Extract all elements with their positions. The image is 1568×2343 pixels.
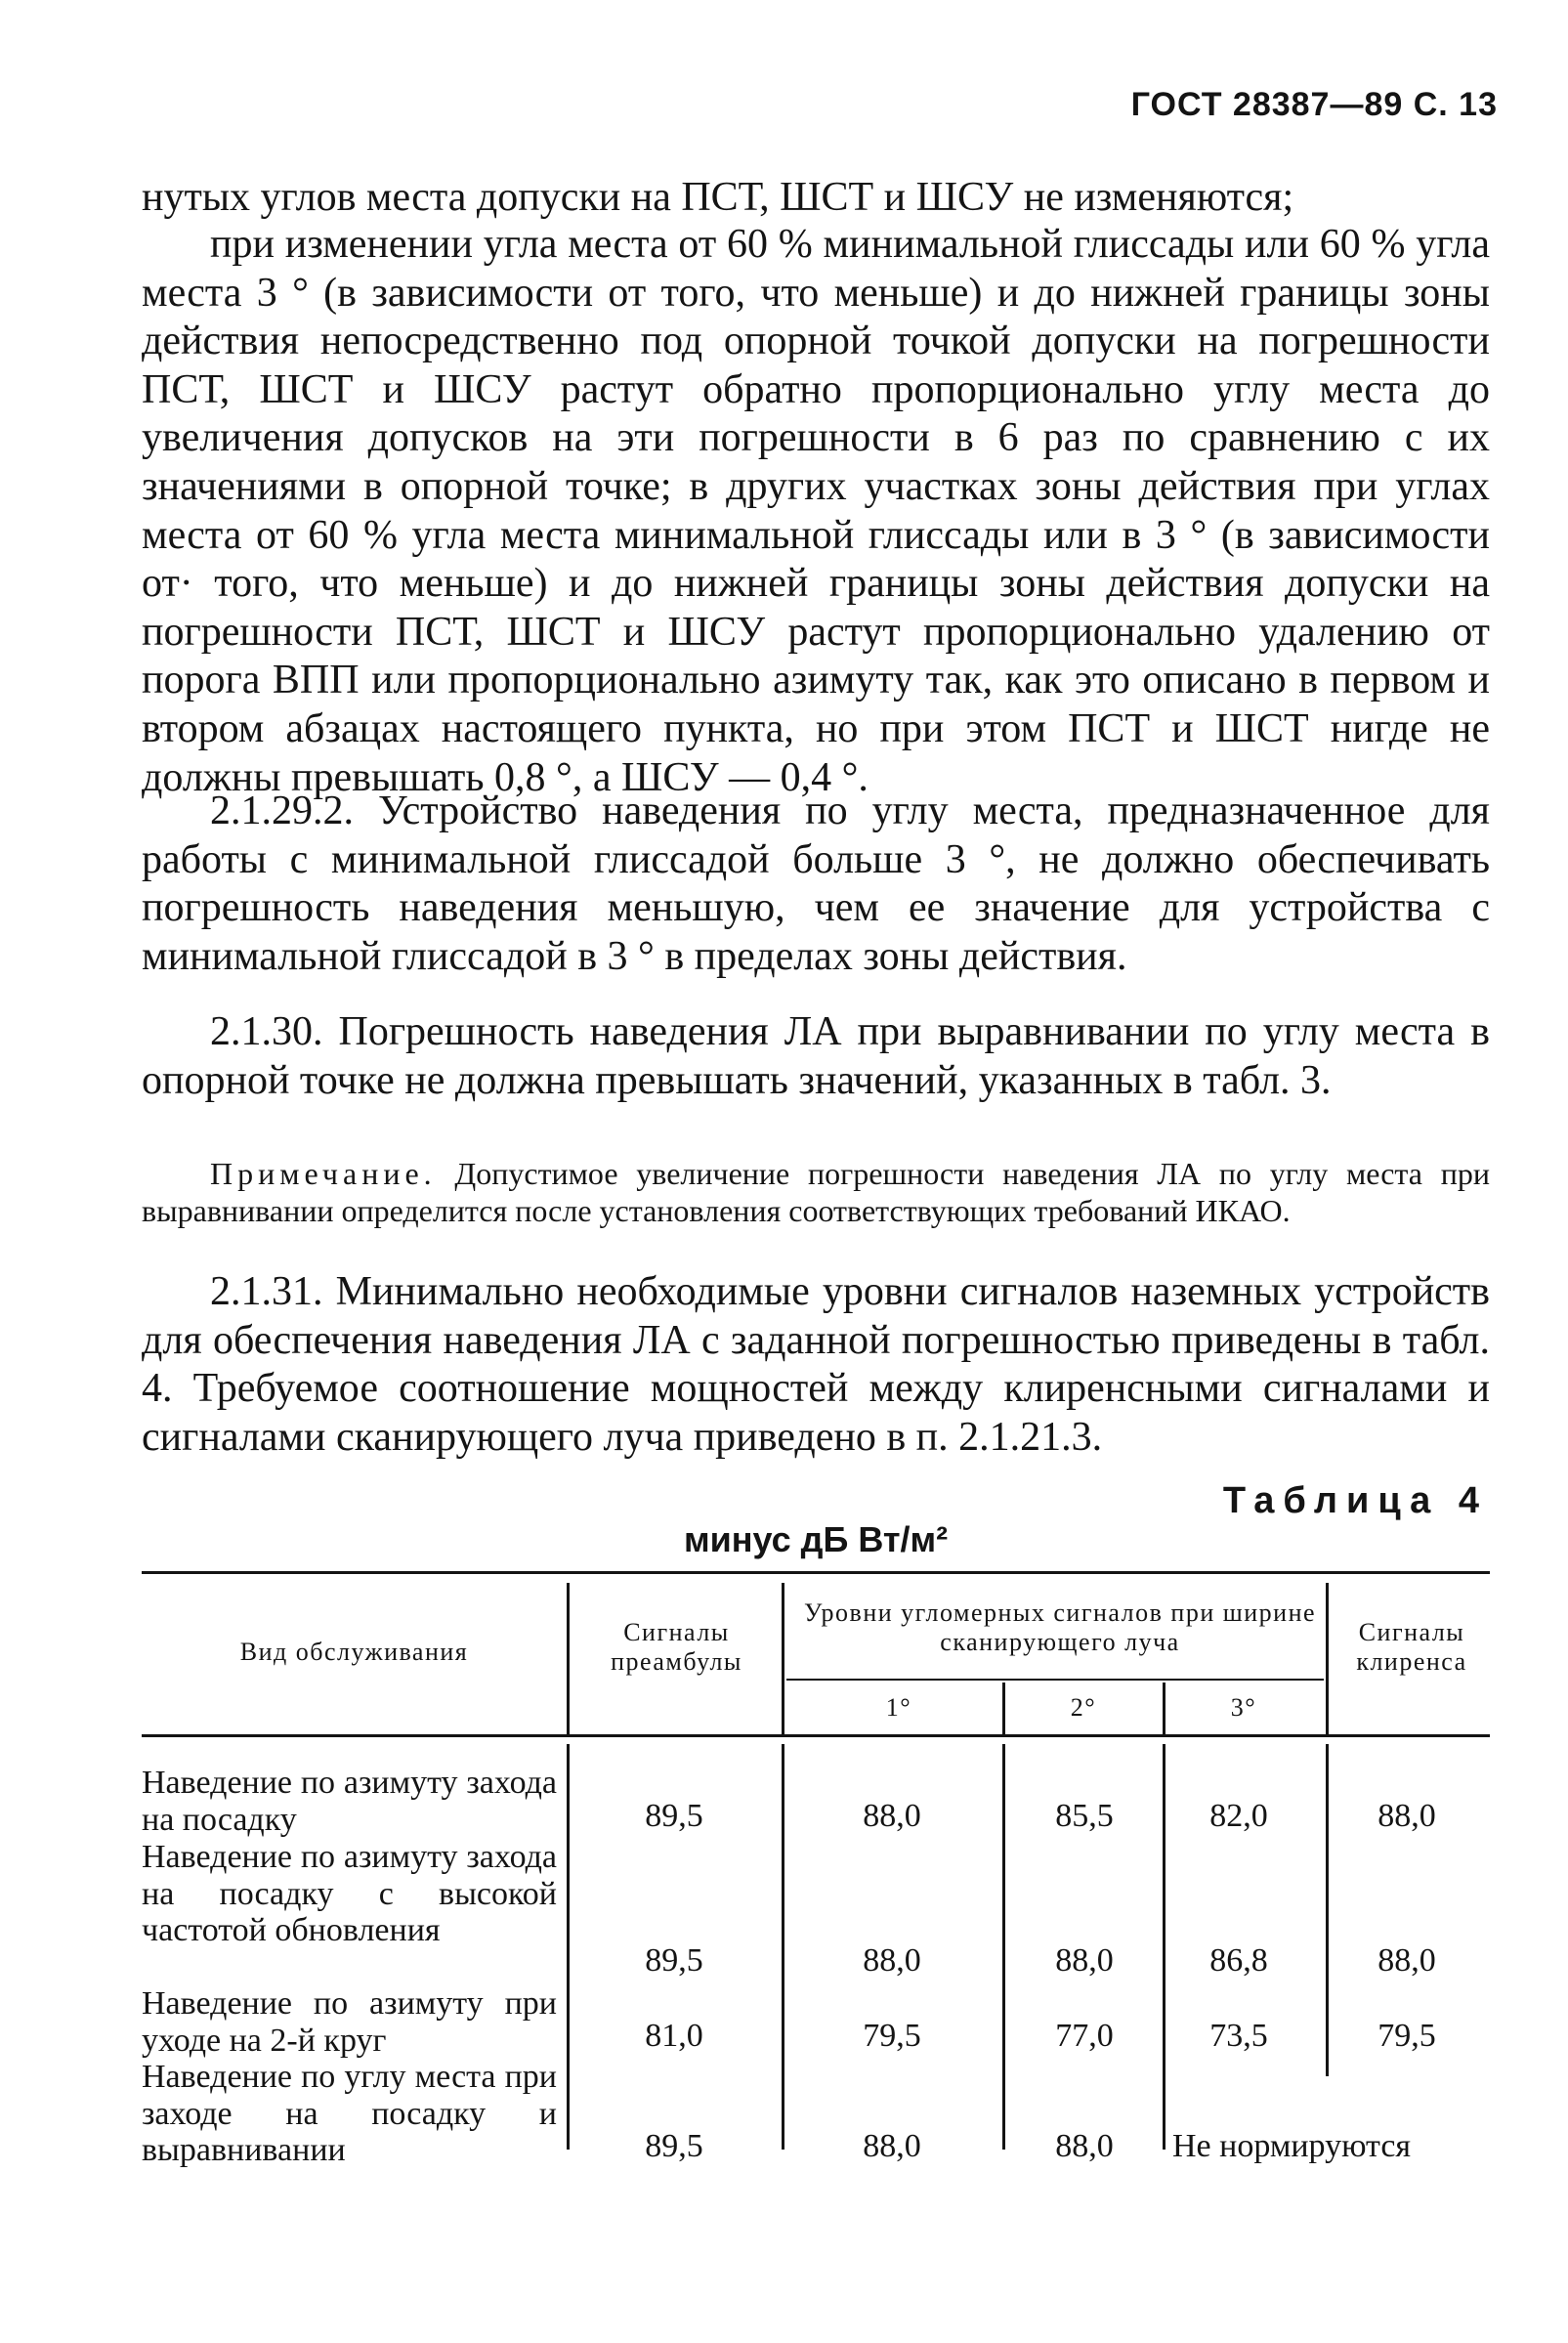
row-3-clearance: 79,5: [1377, 2018, 1436, 2054]
row-4-name: Наведение по углу места при заходе на посадку и выравнивании: [142, 2059, 557, 2168]
header-service: Вид обслуживания: [239, 1638, 469, 1666]
table-col-sep-2: [782, 1583, 784, 1734]
row-3-preamble: 81,0: [645, 2018, 703, 2054]
header-preamble: Сигналы преамбулы: [611, 1618, 742, 1676]
paragraph-2-1-30: 2.1.30. Погрешность наведения ЛА при выравнивании по углу места в опорной точке не должна превышать значений, указанных в табл. 3.: [142, 1009, 1490, 1103]
table-subheader-rule: [786, 1679, 1324, 1681]
row-1-clearance: 88,0: [1377, 1798, 1436, 1834]
table-header-rule: [142, 1734, 1490, 1737]
table-label: Таблица 4: [1222, 1480, 1488, 1521]
table-col-sep-3: [1002, 1683, 1005, 1734]
paragraph-2-1-29-2: 2.1.29.2. Устройство наведения по углу места, предназначенное для работы с минимальной глиссадой больше 3 °, не должно обеспечивать погрешность наведения меньшую, чем ее значение для устройства с минимальной глиссадой в 3 ° в пределах зоны действия.: [142, 788, 1490, 979]
row-2-name: Наведение по азимуту захода на посадку с высокой частотой обновления: [142, 1839, 557, 1948]
row-1-w2: 85,5: [1055, 1798, 1114, 1834]
header-angle-group: Уровни угломерных сигналов при ширине сканирующего луча: [803, 1598, 1317, 1656]
row-2-w1: 88,0: [863, 1942, 921, 1979]
body-col-sep-2: [782, 1744, 784, 2150]
row-2-w3: 86,8: [1209, 1942, 1268, 1979]
body-col-sep-1: [567, 1744, 570, 2150]
row-2-preamble: 89,5: [645, 1942, 703, 1979]
note-text: Допустимое увеличение погрешности наведения ЛА по углу места при выравнивании определится после установления соответствующих требований ИКАО.: [142, 1156, 1491, 1228]
row-1-w1: 88,0: [863, 1798, 921, 1834]
header-clearance: Сигналы клиренса: [1356, 1618, 1467, 1676]
row-3-w3: 73,5: [1209, 2018, 1268, 2054]
table-top-rule: [142, 1571, 1490, 1574]
header-width-3: 3°: [1230, 1693, 1257, 1722]
note: [142, 1155, 1490, 1229]
row-2-clearance: 88,0: [1377, 1942, 1436, 1979]
row-3-w1: 79,5: [863, 2018, 921, 2054]
paragraph-2-1-31: 2.1.31. Минимально необходимые уровни сигналов наземных устройств для обеспечения наведения ЛА с заданной погрешностью приведены в табл. 4. Требуемое соотношение мощностей между клиренсными сигналами и сигналами сканирующего луча приведено в п. 2.1.21.3.: [142, 1269, 1490, 1460]
row-1-preamble: 89,5: [645, 1798, 703, 1834]
paragraph-continuation: нутых углов места допуски на ПСТ, ШСТ и ШСУ не изменяются;: [142, 175, 1294, 220]
table-col-sep-4: [1163, 1683, 1165, 1734]
page-header: ГОСТ 28387—89 С. 13: [1130, 86, 1498, 123]
table-unit: минус дБ Вт/м²: [684, 1519, 949, 1559]
note-label: Примечание.: [210, 1156, 437, 1191]
row-4-preamble: 89,5: [645, 2128, 703, 2164]
paragraph-angle-tolerances: при изменении угла места от 60 % минимальной глиссады или 60 % угла места 3 ° (в зависимости от того, что меньше) и до нижней границы зоны действия непосредственно под опорной точкой допуски на погрешности ПСТ, ШСТ и ШСУ растут обратно пропорционально углу места до увеличения допусков на эти погрешности в 6 раз по сравнению с их значениями в опорной точке; в других участках зоны действия при углах места от 60 % угла места минимальной глиссады или в 3 ° (в зависимости от· того, что меньше) и до нижней границы зоны действия допуски на погрешности ПСТ, ШСТ и ШСУ растут пропорционально удалению от порога ВПП или пропорционально азимуту так, как это описано в первом и втором абзацах настоящего пункта, но при этом ПСТ и ШСТ нигде не должны превышать 0,8 °, а ШСУ — 0,4 °.: [142, 222, 1490, 800]
row-2-w2: 88,0: [1055, 1942, 1114, 1979]
header-width-1: 1°: [885, 1693, 912, 1722]
table-col-sep-5: [1326, 1583, 1329, 1734]
body-col-sep-3: [1002, 1744, 1005, 2150]
header-width-2: 2°: [1070, 1693, 1097, 1722]
row-1-w3: 82,0: [1209, 1798, 1268, 1834]
row-4-merged: Не нормируются: [1172, 2128, 1412, 2164]
row-3-w2: 77,0: [1055, 2018, 1114, 2054]
row-4-w1: 88,0: [863, 2128, 921, 2164]
row-3-name: Наведение по азимуту при уходе на 2-й круг: [142, 1985, 557, 2059]
table-col-sep-1: [567, 1583, 570, 1734]
row-1-name: Наведение по азимуту захода на посадку: [142, 1765, 557, 1838]
row-4-w2: 88,0: [1055, 2128, 1114, 2164]
